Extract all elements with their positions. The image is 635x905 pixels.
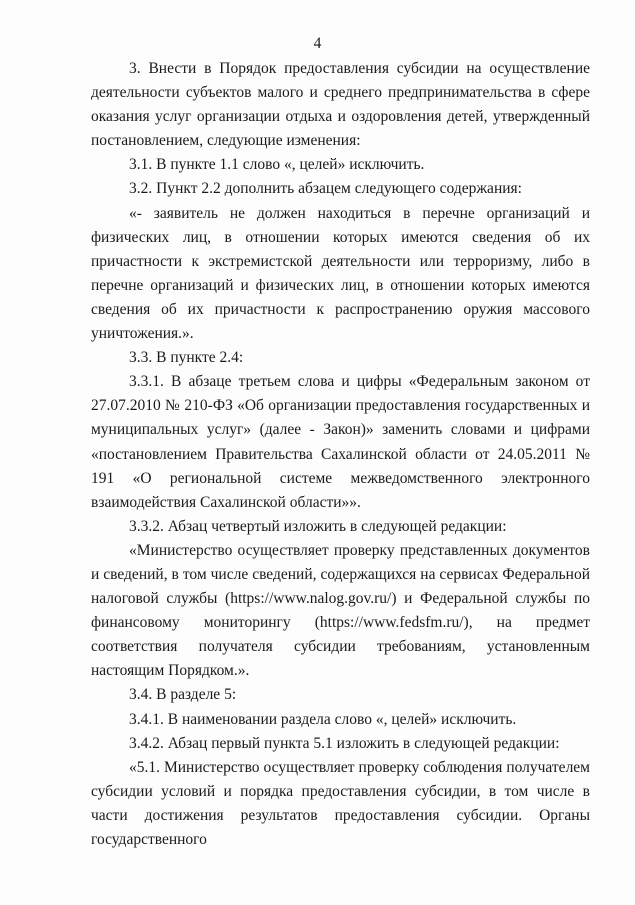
paragraph-3-3-2-quote: «Министерство осуществляет проверку представленных документов и сведений, в том числе сведений, содержащихся на сервисах Федеральной налоговой службы (https://www.nalog.gov.ru/) и Федеральной службы по финансовому мониторингу (https://www.fedsfm.ru/), на предмет соответствия получателя субсидии требованиям, установленным настоящим Порядком.».: [91, 541, 590, 680]
paragraph-3-1: 3.1. В пункте 1.1 слово «, целей» исключить.: [129, 156, 425, 174]
page-number: 4: [313, 35, 322, 52]
document-body: [91, 57, 590, 852]
paragraph-5-1-quote: «5.1. Министерство осуществляет проверку соблюдения получателем субсидии условий и порядка предоставления субсидии, в том числе в части достижения результатов предоставления субсидии. Органы государственного: [91, 758, 590, 848]
paragraph-3-4: 3.4. В разделе 5:: [129, 686, 237, 704]
paragraph-3-4-1: 3.4.1. В наименовании раздела слово «, целей» исключить.: [129, 710, 517, 728]
paragraph-3-3-2: 3.3.2. Абзац четвертый изложить в следующей редакции:: [129, 517, 507, 535]
paragraph-3-3-1: 3.3.1. В абзаце третьем слова и цифры «Федеральным законом от 27.07.2010 № 210-ФЗ «Об организации предоставления государственных и муниципальных услуг» (далее - Закон)» заменить словами и цифрами «постановлением Правительства Сахалинской области от 24.05.2011 № 191 «О региональной системе межведомственного электронного взаимодействия Сахалинской области»».: [91, 373, 590, 511]
paragraph-3-4-2: 3.4.2. Абзац первый пункта 5.1 изложить в следующей редакции:: [129, 734, 560, 752]
paragraph-3-2-quote: «- заявитель не должен находиться в перечне организаций и физических лиц, в отношении которых имеются сведения об их причастности к экстремистской деятельности или терроризму, либо в перечне организаций и физических лиц, в отношении которых имеются сведения об их причастности к распространению оружия массового уничтожения.».: [91, 204, 590, 343]
paragraph-3: 3. Внести в Порядок предоставления субсидии на осуществление деятельности субъектов малого и среднего предпринимательства в сфере оказания услуг организации отдыха и оздоровления детей, утвержденный постановлением, следующие изменения:: [91, 60, 590, 150]
paragraph-3-2: 3.2. Пункт 2.2 дополнить абзацем следующего содержания:: [129, 180, 522, 198]
paragraph-3-3: 3.3. В пункте 2.4:: [129, 349, 244, 367]
